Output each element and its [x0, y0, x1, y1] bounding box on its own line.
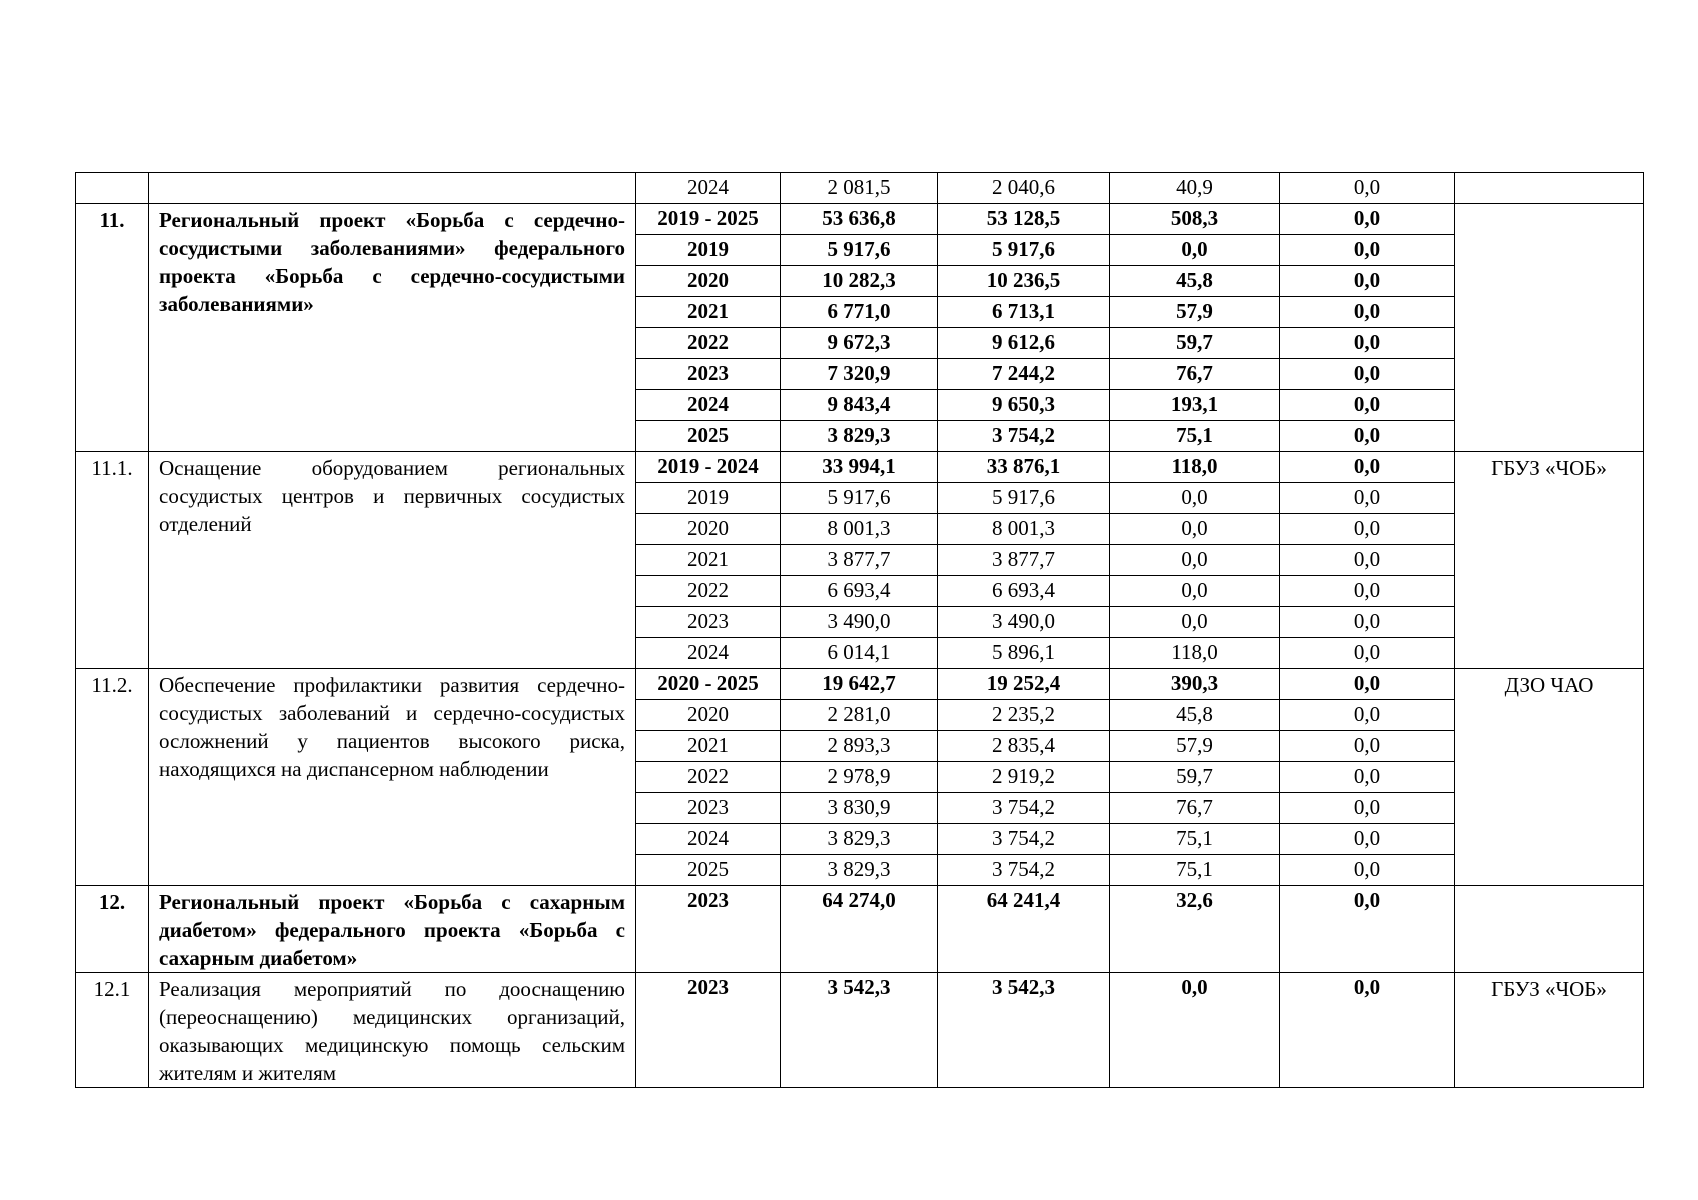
- item-name: Региональный проект «Борьба с сердечно-сосудистыми заболеваниями» федерального проекта «Борьба с сердечно-сосудистыми заболеваниями»: [149, 204, 636, 452]
- funding-cell-1: 19 252,4: [938, 669, 1110, 700]
- period-cell: 2022: [636, 576, 781, 607]
- funding-cell-1: 2 919,2: [938, 762, 1110, 793]
- funding-cell-2: 390,3: [1110, 669, 1280, 700]
- funding-cell-3: 0,0: [1280, 855, 1455, 886]
- total-cell: 7 320,9: [781, 359, 938, 390]
- funding-cell-1: 5 896,1: [938, 638, 1110, 669]
- total-cell: 2 281,0: [781, 700, 938, 731]
- funding-cell-3: 0,0: [1280, 235, 1455, 266]
- funding-cell-3: 0,0: [1280, 483, 1455, 514]
- period-cell: 2024: [636, 824, 781, 855]
- period-cell: 2020: [636, 700, 781, 731]
- period-cell: 2024: [636, 173, 781, 204]
- funding-cell-2: 0,0: [1110, 514, 1280, 545]
- funding-cell-3: 0,0: [1280, 638, 1455, 669]
- item-number: 11.1.: [76, 452, 149, 669]
- funding-cell-3: 0,0: [1280, 762, 1455, 793]
- funding-cell-2: 32,6: [1110, 886, 1280, 973]
- total-cell: 3 490,0: [781, 607, 938, 638]
- funding-cell-1: 3 754,2: [938, 793, 1110, 824]
- funding-cell-2: 0,0: [1110, 235, 1280, 266]
- funding-cell-2: 59,7: [1110, 762, 1280, 793]
- funding-cell-1: 10 236,5: [938, 266, 1110, 297]
- funding-cell-2: 118,0: [1110, 638, 1280, 669]
- total-cell: 10 282,3: [781, 266, 938, 297]
- funding-cell-2: 0,0: [1110, 973, 1280, 1088]
- period-cell: 2023: [636, 793, 781, 824]
- funding-cell-1: 6 713,1: [938, 297, 1110, 328]
- executor-cell: [1455, 173, 1644, 204]
- total-cell: 8 001,3: [781, 514, 938, 545]
- total-cell: 6 693,4: [781, 576, 938, 607]
- funding-cell-3: 0,0: [1280, 297, 1455, 328]
- funding-cell-2: 0,0: [1110, 545, 1280, 576]
- table-row-11-1-0: [76, 452, 1644, 483]
- period-cell: 2021: [636, 545, 781, 576]
- funding-cell-1: 2 235,2: [938, 700, 1110, 731]
- funding-cell-3: 0,0: [1280, 700, 1455, 731]
- item-name: Реализация мероприятий по дооснащению (переоснащению) медицинских организаций, оказывающих медицинскую помощь сельским жителям и жителям: [149, 973, 636, 1088]
- item-number: 11.2.: [76, 669, 149, 886]
- total-cell: 3 830,9: [781, 793, 938, 824]
- funding-cell-1: 2 040,6: [938, 173, 1110, 204]
- item-name: Обеспечение профилактики развития сердечно-сосудистых заболеваний и сердечно-сосудистых осложнений у пациентов высокого риска, находящихся на диспансерном наблюдении: [149, 669, 636, 886]
- table-body: [76, 173, 1644, 1088]
- funding-cell-2: 0,0: [1110, 483, 1280, 514]
- item-number: 12.1: [76, 973, 149, 1088]
- item-number: 12.: [76, 886, 149, 973]
- funding-cell-2: 76,7: [1110, 359, 1280, 390]
- funding-cell-1: 5 917,6: [938, 235, 1110, 266]
- funding-cell-2: 75,1: [1110, 855, 1280, 886]
- funding-cell-2: 0,0: [1110, 607, 1280, 638]
- funding-cell-3: 0,0: [1280, 824, 1455, 855]
- continuation-row: [76, 173, 1644, 204]
- period-cell: 2021: [636, 731, 781, 762]
- executor-cell: [1455, 204, 1644, 452]
- period-cell: 2022: [636, 328, 781, 359]
- funding-cell-3: 0,0: [1280, 973, 1455, 1088]
- total-cell: 53 636,8: [781, 204, 938, 235]
- period-cell: 2020: [636, 514, 781, 545]
- name-cell: [149, 173, 636, 204]
- funding-cell-2: 75,1: [1110, 824, 1280, 855]
- funding-cell-1: 3 754,2: [938, 855, 1110, 886]
- period-cell: 2019: [636, 483, 781, 514]
- total-cell: 2 978,9: [781, 762, 938, 793]
- funding-cell-1: 3 490,0: [938, 607, 1110, 638]
- funding-cell-1: 7 244,2: [938, 359, 1110, 390]
- item-number: 11.: [76, 204, 149, 452]
- total-cell: 2 893,3: [781, 731, 938, 762]
- total-cell: 3 829,3: [781, 421, 938, 452]
- executor-cell: ГБУЗ «ЧОБ»: [1455, 452, 1644, 669]
- total-cell: 3 877,7: [781, 545, 938, 576]
- funding-cell-3: 0,0: [1280, 669, 1455, 700]
- funding-cell-3: 0,0: [1280, 266, 1455, 297]
- period-cell: 2024: [636, 638, 781, 669]
- period-cell: 2019: [636, 235, 781, 266]
- funding-cell-3: 0,0: [1280, 390, 1455, 421]
- funding-cell-2: 45,8: [1110, 266, 1280, 297]
- period-cell: 2024: [636, 390, 781, 421]
- period-cell: 2023: [636, 973, 781, 1088]
- period-cell: 2019 - 2025: [636, 204, 781, 235]
- table-row-12-0: [76, 886, 1644, 973]
- executor-cell: [1455, 886, 1644, 973]
- funding-cell-1: 3 754,2: [938, 421, 1110, 452]
- funding-cell-3: 0,0: [1280, 514, 1455, 545]
- period-cell: 2019 - 2024: [636, 452, 781, 483]
- period-cell: 2020 - 2025: [636, 669, 781, 700]
- total-cell: 19 642,7: [781, 669, 938, 700]
- funding-cell-1: 3 542,3: [938, 973, 1110, 1088]
- funding-cell-1: 64 241,4: [938, 886, 1110, 973]
- total-cell: 3 542,3: [781, 973, 938, 1088]
- period-cell: 2022: [636, 762, 781, 793]
- table-row-11-0: [76, 204, 1644, 235]
- executor-cell: ГБУЗ «ЧОБ»: [1455, 973, 1644, 1088]
- table-row-12-1-0: [76, 973, 1644, 1088]
- funding-cell-2: 40,9: [1110, 173, 1280, 204]
- item-name: Оснащение оборудованием региональных сосудистых центров и первичных сосудистых отделений: [149, 452, 636, 669]
- period-cell: 2025: [636, 855, 781, 886]
- period-cell: 2023: [636, 886, 781, 973]
- total-cell: 3 829,3: [781, 855, 938, 886]
- item-name: Региональный проект «Борьба с сахарным диабетом» федерального проекта «Борьба с сахарным диабетом»: [149, 886, 636, 973]
- funding-cell-3: 0,0: [1280, 731, 1455, 762]
- total-cell: 3 829,3: [781, 824, 938, 855]
- funding-cell-1: 3 754,2: [938, 824, 1110, 855]
- funding-cell-2: 57,9: [1110, 297, 1280, 328]
- funding-cell-2: 76,7: [1110, 793, 1280, 824]
- number-cell: [76, 173, 149, 204]
- period-cell: 2020: [636, 266, 781, 297]
- period-cell: 2025: [636, 421, 781, 452]
- funding-cell-3: 0,0: [1280, 328, 1455, 359]
- funding-cell-3: 0,0: [1280, 173, 1455, 204]
- funding-cell-3: 0,0: [1280, 452, 1455, 483]
- budget-table: [75, 172, 1644, 1088]
- total-cell: 6 014,1: [781, 638, 938, 669]
- funding-cell-1: 53 128,5: [938, 204, 1110, 235]
- funding-cell-2: 75,1: [1110, 421, 1280, 452]
- funding-cell-1: 5 917,6: [938, 483, 1110, 514]
- total-cell: 33 994,1: [781, 452, 938, 483]
- funding-cell-1: 8 001,3: [938, 514, 1110, 545]
- funding-cell-2: 45,8: [1110, 700, 1280, 731]
- total-cell: 5 917,6: [781, 235, 938, 266]
- funding-cell-3: 0,0: [1280, 886, 1455, 973]
- funding-cell-2: 193,1: [1110, 390, 1280, 421]
- funding-cell-1: 9 612,6: [938, 328, 1110, 359]
- funding-cell-3: 0,0: [1280, 793, 1455, 824]
- executor-cell: ДЗО ЧАО: [1455, 669, 1644, 886]
- funding-cell-1: 33 876,1: [938, 452, 1110, 483]
- funding-cell-3: 0,0: [1280, 607, 1455, 638]
- funding-cell-3: 0,0: [1280, 359, 1455, 390]
- table-row-11-2-0: [76, 669, 1644, 700]
- total-cell: 6 771,0: [781, 297, 938, 328]
- funding-cell-2: 57,9: [1110, 731, 1280, 762]
- total-cell: 9 672,3: [781, 328, 938, 359]
- funding-cell-2: 118,0: [1110, 452, 1280, 483]
- total-cell: 2 081,5: [781, 173, 938, 204]
- funding-cell-2: 508,3: [1110, 204, 1280, 235]
- period-cell: 2023: [636, 359, 781, 390]
- funding-cell-3: 0,0: [1280, 204, 1455, 235]
- funding-cell-3: 0,0: [1280, 545, 1455, 576]
- funding-cell-2: 0,0: [1110, 576, 1280, 607]
- funding-cell-1: 9 650,3: [938, 390, 1110, 421]
- period-cell: 2021: [636, 297, 781, 328]
- funding-cell-1: 3 877,7: [938, 545, 1110, 576]
- funding-cell-3: 0,0: [1280, 576, 1455, 607]
- period-cell: 2023: [636, 607, 781, 638]
- total-cell: 9 843,4: [781, 390, 938, 421]
- total-cell: 64 274,0: [781, 886, 938, 973]
- funding-cell-1: 2 835,4: [938, 731, 1110, 762]
- funding-cell-1: 6 693,4: [938, 576, 1110, 607]
- funding-cell-3: 0,0: [1280, 421, 1455, 452]
- total-cell: 5 917,6: [781, 483, 938, 514]
- funding-cell-2: 59,7: [1110, 328, 1280, 359]
